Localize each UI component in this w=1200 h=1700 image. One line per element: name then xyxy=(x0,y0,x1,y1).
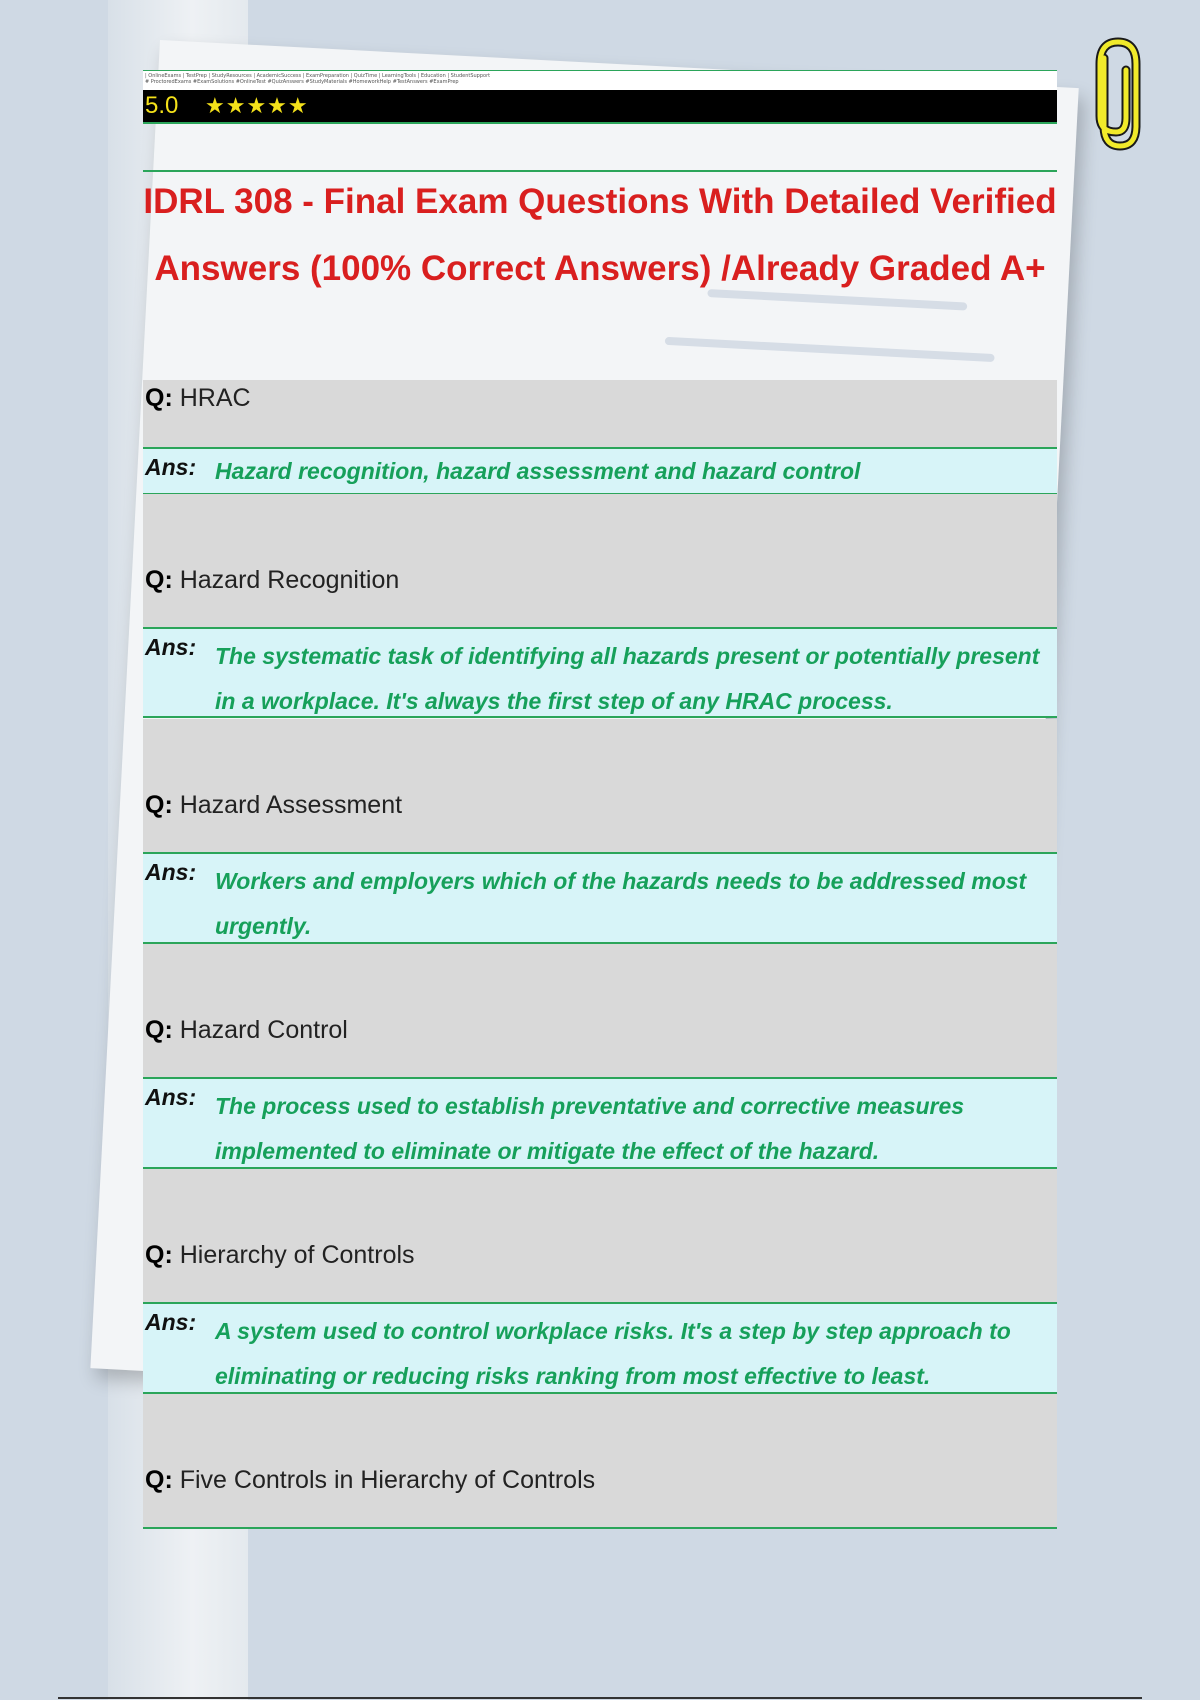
answer-text: The process used to establish preventative and corrective measures implemented to eliminate or mitigate the effect of the hazard. xyxy=(215,1093,965,1164)
question-label: Q: xyxy=(145,384,173,412)
header-meta-strip xyxy=(143,70,1057,90)
answer-text: The systematic task of identifying all hazards present or potentially present in a workplace. It's always the first step of any HRAC process. xyxy=(215,643,1040,714)
question-text xyxy=(145,384,251,413)
question-block xyxy=(143,380,1057,447)
answer-block xyxy=(143,1077,1057,1169)
question-value: Hazard Control xyxy=(172,1016,348,1044)
answer-text: Hazard recognition, hazard assessment and hazard control xyxy=(215,458,861,484)
question-label: Q: xyxy=(145,566,173,594)
question-label: Q: xyxy=(145,1241,173,1269)
answer-block xyxy=(143,1302,1057,1394)
page-bottom-rule xyxy=(58,1697,1142,1699)
meta-line-2: # ProctoredExams #ExamSolutions #OnlineTest #QuizAnswers #StudyMaterials #HomeworkHelp #TestAnswers #ExamPrep xyxy=(145,79,459,85)
question-label: Q: xyxy=(145,1016,173,1044)
question-value: HRAC xyxy=(172,384,251,412)
question-text xyxy=(145,1016,348,1045)
answer-label: Ans: xyxy=(145,859,197,885)
paperclip-icon xyxy=(1086,34,1146,154)
question-value: Hazard Assessment xyxy=(172,791,403,819)
question-text xyxy=(145,1241,415,1270)
question-text xyxy=(145,566,399,595)
answer-label: Ans: xyxy=(145,1084,197,1110)
section-rule xyxy=(143,1527,1057,1529)
answer-block xyxy=(143,852,1057,944)
question-block xyxy=(143,1169,1057,1302)
question-label: Q: xyxy=(145,1466,173,1494)
question-text xyxy=(145,1466,595,1495)
question-block xyxy=(143,494,1057,627)
star-icon: ★★★★★ xyxy=(205,93,309,119)
question-value: Hierarchy of Controls xyxy=(172,1241,415,1269)
rating-bar xyxy=(143,90,1057,124)
question-value: Five Controls in Hierarchy of Controls xyxy=(172,1466,596,1494)
question-label: Q: xyxy=(145,791,173,819)
meta-line: | OnlineExams | TestPrep | StudyResources | AcademicSuccess | ExamPreparation | QuizTime | LearningTools | Education | StudentSupport xyxy=(145,73,491,79)
answer-text: A system used to control workplace risks. It's a step by step approach to eliminating or reducing risks ranking from most effective to least. xyxy=(215,1318,1011,1389)
rating-value: 5.0 xyxy=(145,92,179,119)
answer-label: Ans: xyxy=(145,454,197,480)
question-text xyxy=(145,791,402,820)
question-block xyxy=(143,719,1057,852)
page-title: IDRL 308 - Final Exam Questions With Detailed Verified Answers (100% Correct Answers) /Already Graded A+ xyxy=(143,182,1057,288)
question-block xyxy=(143,1394,1057,1527)
answer-label: Ans: xyxy=(145,634,197,660)
answer-block xyxy=(143,627,1057,718)
question-block xyxy=(143,944,1057,1077)
answer-block xyxy=(143,447,1057,495)
answer-label: Ans: xyxy=(145,1309,197,1335)
question-value: Hazard Recognition xyxy=(172,566,400,594)
answer-text: Workers and employers which of the hazards needs to be addressed most urgently. xyxy=(215,868,1027,939)
